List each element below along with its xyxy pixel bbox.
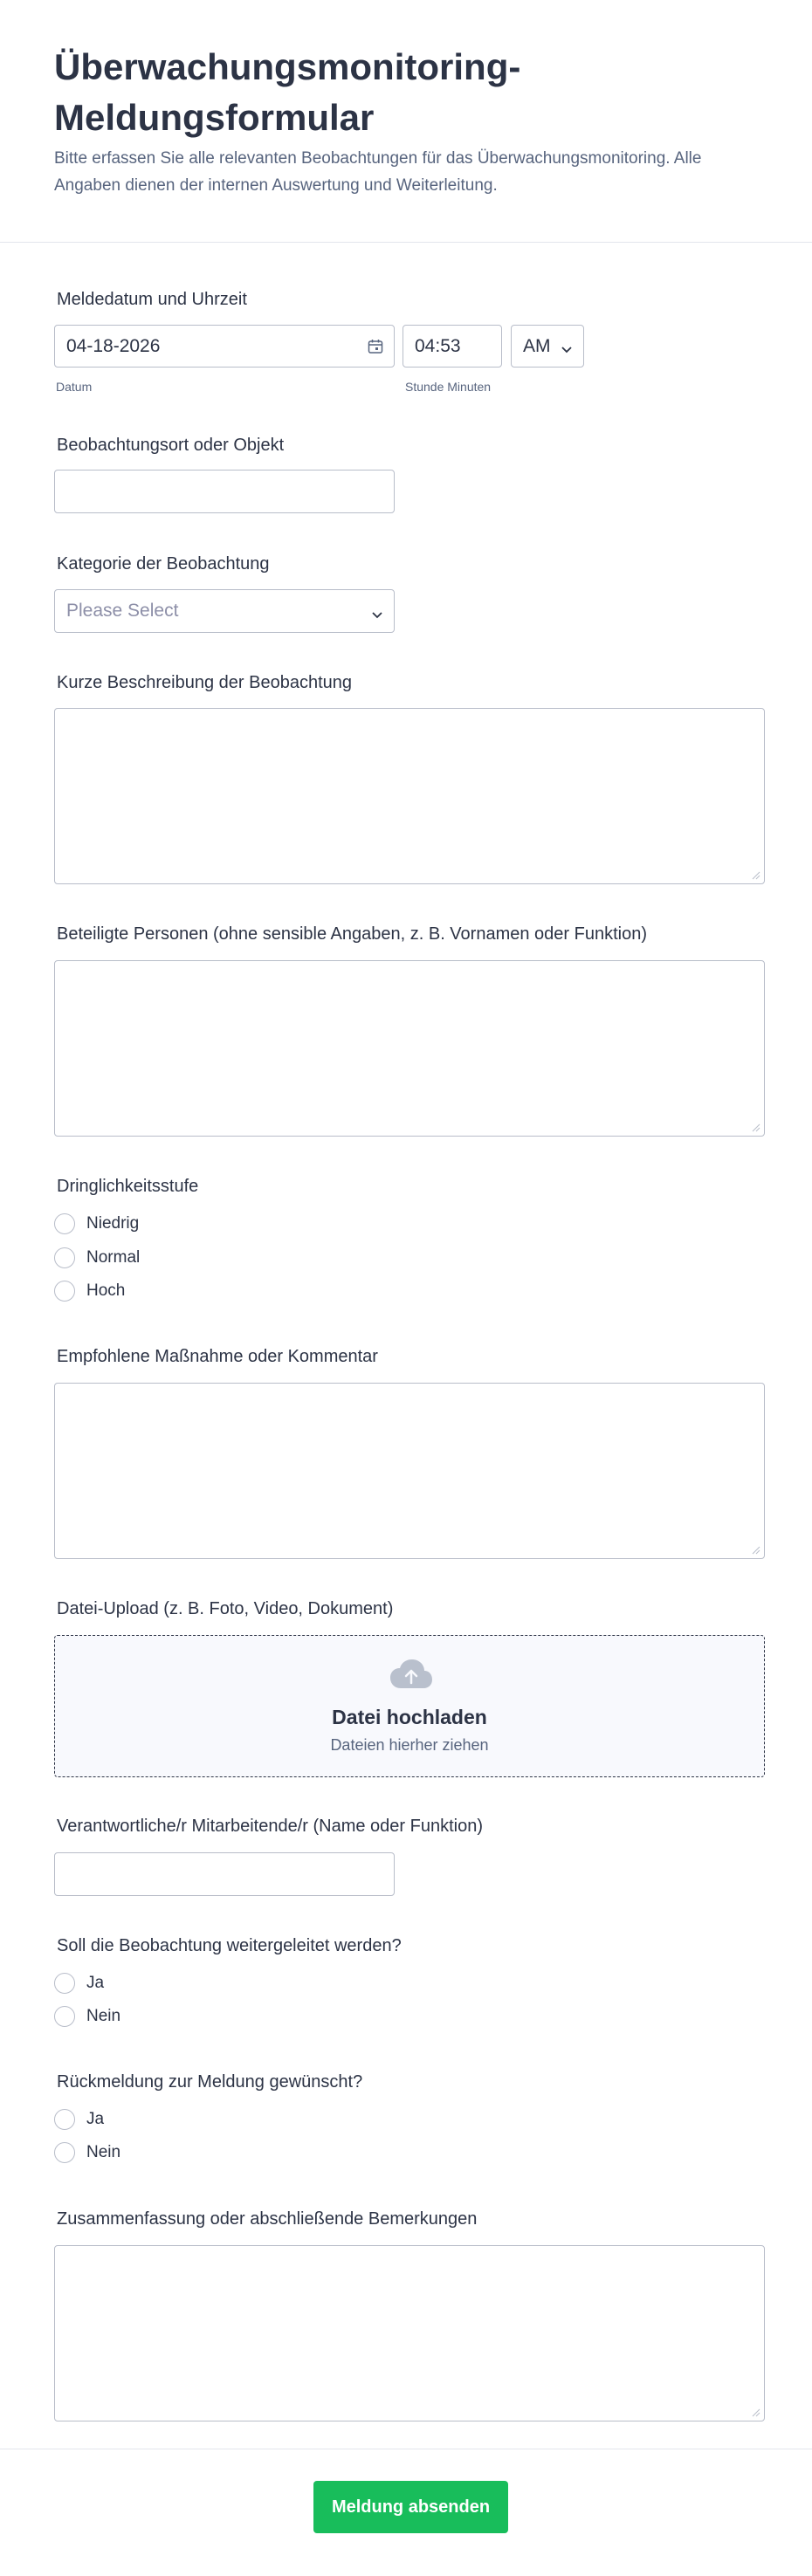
persons-label: Beteiligte Personen (ohne sensible Angaben, z. B. Vornamen oder Funktion)	[57, 924, 647, 944]
resize-handle-icon[interactable]	[750, 869, 760, 880]
calendar-icon[interactable]	[368, 339, 383, 354]
time-sublabel: Stunde Minuten	[405, 380, 492, 394]
description-label: Kurze Beschreibung der Beobachtung	[57, 673, 353, 692]
upload-label: Datei-Upload (z. B. Foto, Video, Dokument)	[57, 1599, 394, 1618]
summary-label: Zusammenfassung oder abschließende Bemerkungen	[57, 2209, 478, 2229]
recommendation-label: Empfohlene Maßnahme oder Kommentar	[57, 1347, 378, 1366]
radio-label: Nein	[86, 2007, 121, 2025]
radio-circle[interactable]	[54, 1247, 75, 1268]
category-select[interactable]	[54, 589, 395, 633]
page-subtitle: Bitte erfassen Sie alle relevanten Beobachtungen für das Überwachungsmonitoring. Alle Angaben dienen der internen Auswertung und Weiterleitung.	[54, 149, 702, 195]
submit-button[interactable]: Meldung absenden	[313, 2481, 508, 2533]
category-label: Kategorie der Beobachtung	[57, 554, 270, 574]
cloud-upload-icon	[389, 1659, 433, 1690]
ampm-select[interactable]	[511, 325, 584, 368]
radio-label: Ja	[86, 2110, 105, 2128]
radio-label: Niedrig	[86, 1214, 140, 1233]
upload-subtitle: Dateien hierher ziehen	[330, 1736, 489, 1754]
resize-handle-icon[interactable]	[750, 2407, 760, 2417]
radio-circle[interactable]	[54, 1281, 75, 1302]
feedback-label: Rückmeldung zur Meldung gewünscht?	[57, 2072, 363, 2092]
date-sublabel: Datum	[56, 380, 93, 394]
upload-title: Datei hochladen	[332, 1706, 487, 1728]
category-placeholder: Please Select	[66, 601, 179, 621]
radio-circle[interactable]	[54, 2109, 75, 2130]
time-input[interactable]	[403, 325, 502, 368]
chevron-down-icon	[372, 608, 382, 623]
responsible-input[interactable]	[54, 1852, 395, 1896]
recommendation-textarea[interactable]	[54, 1383, 765, 1559]
location-label: Beobachtungsort oder Objekt	[57, 436, 285, 455]
form-footer	[0, 2449, 812, 2576]
date-value: 04-18-2026	[66, 336, 161, 356]
resize-handle-icon[interactable]	[750, 1122, 760, 1132]
date-input[interactable]	[54, 325, 395, 368]
forward-label: Soll die Beobachtung weitergeleitet werden?	[57, 1936, 402, 1955]
time-value: 04:53	[415, 336, 461, 356]
ampm-value: AM	[523, 336, 551, 356]
radio-circle[interactable]	[54, 2006, 75, 2027]
radio-label: Nein	[86, 2143, 121, 2161]
form-header	[0, 0, 812, 243]
location-input[interactable]	[54, 470, 395, 513]
datetime-label: Meldedatum und Uhrzeit	[57, 290, 247, 309]
radio-circle[interactable]	[54, 1213, 75, 1234]
summary-textarea[interactable]	[54, 2245, 765, 2421]
chevron-down-icon	[561, 342, 572, 358]
radio-label: Ja	[86, 1974, 105, 1992]
responsible-label: Verantwortliche/r Mitarbeitende/r (Name oder Funktion)	[57, 1817, 483, 1836]
radio-circle[interactable]	[54, 2142, 75, 2163]
radio-circle[interactable]	[54, 1973, 75, 1994]
file-upload-dropzone[interactable]	[54, 1635, 765, 1777]
persons-textarea[interactable]	[54, 960, 765, 1137]
description-textarea[interactable]	[54, 708, 765, 884]
radio-label: Normal	[86, 1248, 141, 1267]
page-title: Überwachungsmonitoring-Meldungsformular	[54, 46, 521, 138]
resize-handle-icon[interactable]	[750, 1544, 760, 1555]
radio-label: Hoch	[86, 1281, 126, 1300]
urgency-label: Dringlichkeitsstufe	[57, 1177, 199, 1196]
